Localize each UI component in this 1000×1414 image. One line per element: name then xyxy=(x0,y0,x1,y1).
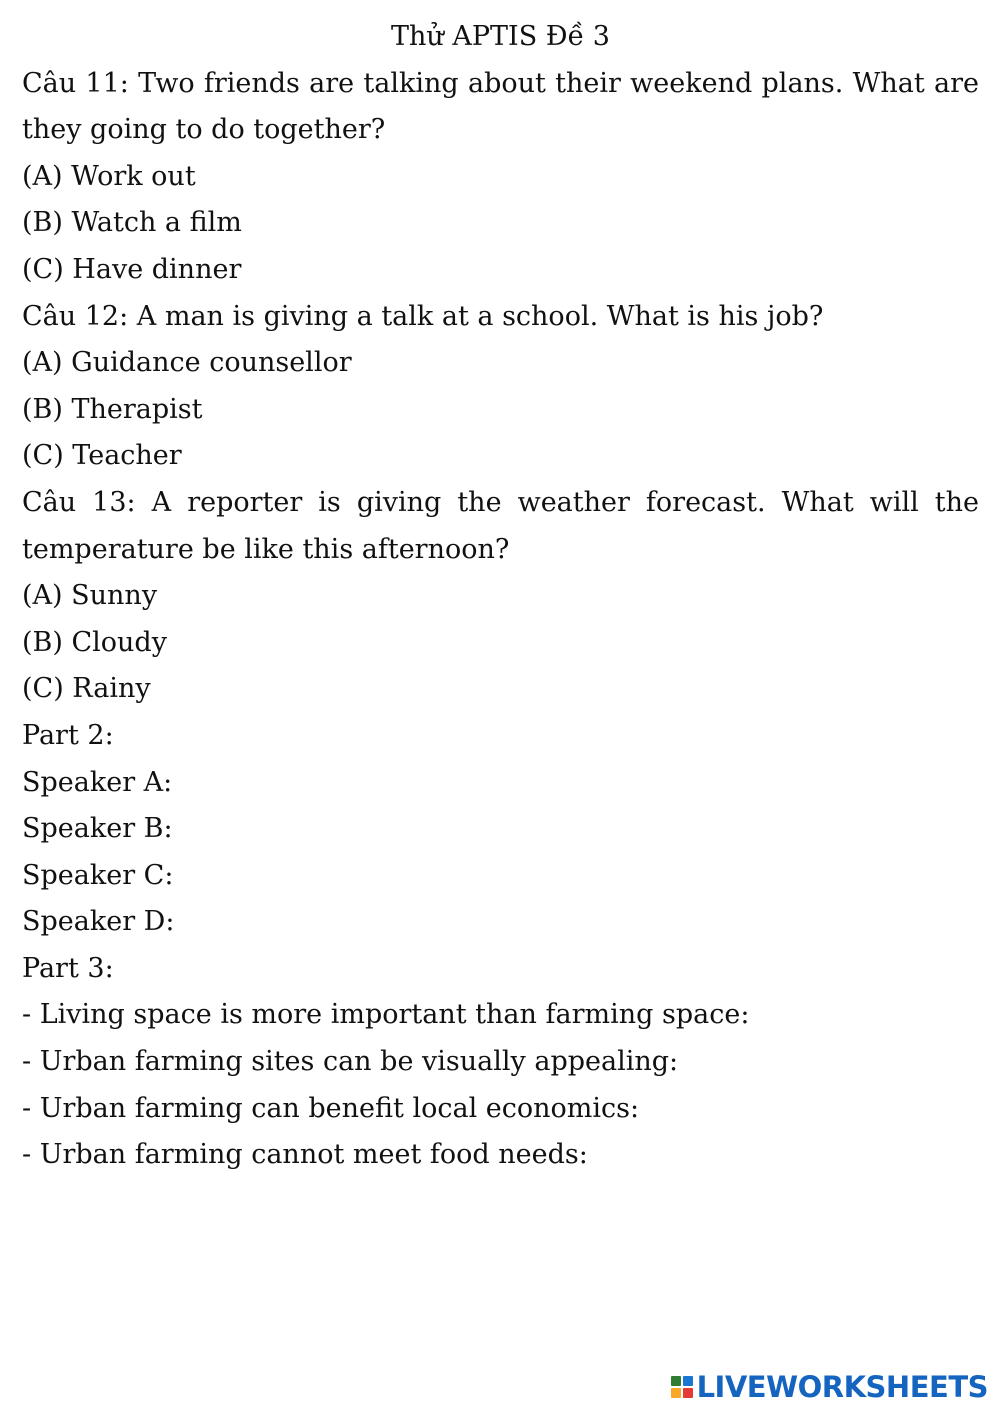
question-13-text-line-2: temperature be like this afternoon? xyxy=(22,533,510,565)
part-3-heading: Part 3: xyxy=(22,952,114,984)
question-12-option-c: (C) Teacher xyxy=(22,440,182,472)
question-13-option-c: (C) Rainy xyxy=(22,673,151,705)
question-13-text-line-1: Câu 13: A reporter is giving the weather forecast. What will the xyxy=(22,486,979,518)
question-13-option-b: (B) Cloudy xyxy=(22,626,167,658)
page-title: Thử APTIS Đề 3 xyxy=(391,21,610,52)
logo-text: LIVEWORKSHEETS xyxy=(696,1370,988,1404)
question-11-option-c: (C) Have dinner xyxy=(22,253,242,285)
question-11-option-a: (A) Work out xyxy=(22,160,196,192)
part-2-heading: Part 2: xyxy=(22,719,114,751)
part-3-statement-4: - Urban farming cannot meet food needs: xyxy=(22,1139,588,1171)
liveworksheets-logo-icon xyxy=(671,1376,693,1398)
question-13-option-a: (A) Sunny xyxy=(22,580,158,612)
speaker-c-label: Speaker C: xyxy=(22,859,174,891)
worksheet-page xyxy=(22,14,979,1179)
question-11-option-b: (B) Watch a film xyxy=(22,207,242,239)
liveworksheets-logo xyxy=(671,1370,988,1404)
question-12-option-a: (A) Guidance counsellor xyxy=(22,347,352,379)
part-3-statement-2: - Urban farming sites can be visually appealing: xyxy=(22,1046,679,1078)
part-3-statement-1: - Living space is more important than farming space: xyxy=(22,999,750,1031)
question-11-text-line-1: Câu 11: Two friends are talking about their weekend plans. What are xyxy=(22,67,979,99)
speaker-a-label: Speaker A: xyxy=(22,766,173,798)
speaker-d-label: Speaker D: xyxy=(22,906,175,938)
question-12-option-b: (B) Therapist xyxy=(22,393,203,425)
question-11-text-line-2: they going to do together? xyxy=(22,114,386,146)
speaker-b-label: Speaker B: xyxy=(22,813,173,845)
part-3-statement-3: - Urban farming can benefit local economics: xyxy=(22,1092,640,1124)
question-12-text: Câu 12: A man is giving a talk at a school. What is his job? xyxy=(22,300,824,332)
